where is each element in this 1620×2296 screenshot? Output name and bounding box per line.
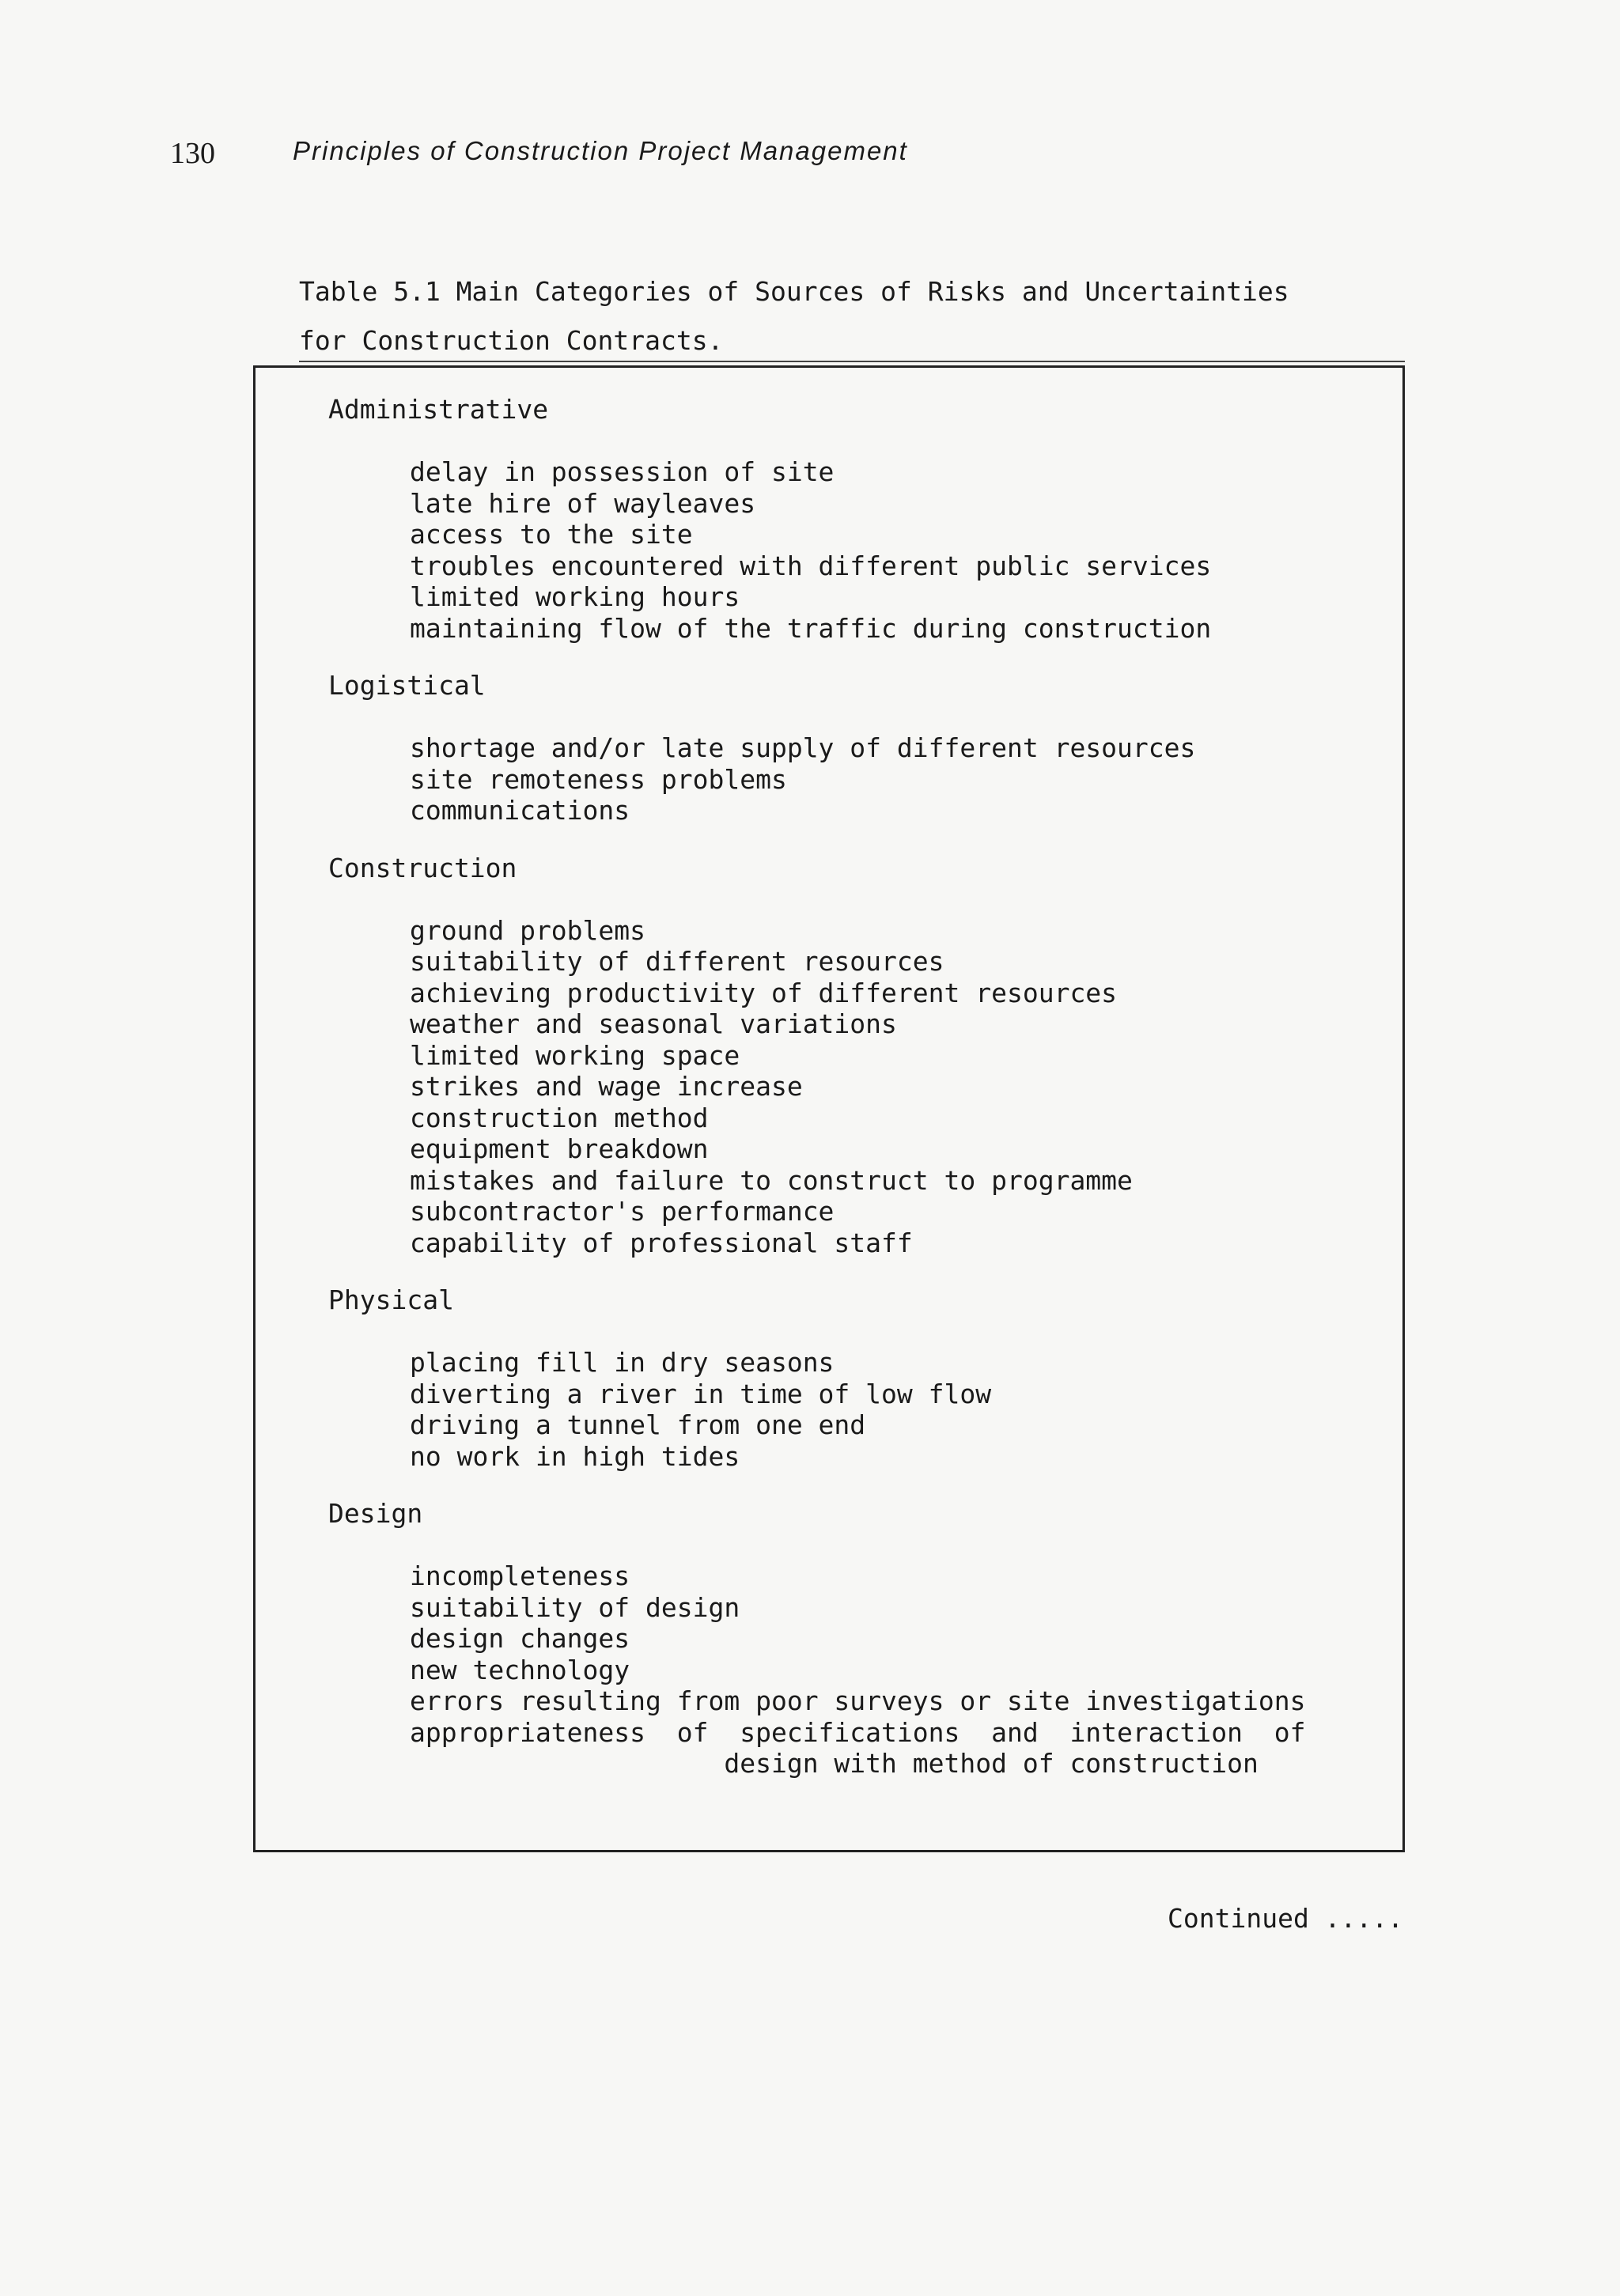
list-item: diverting a river in time of low flow [410, 1378, 992, 1409]
section-physical [328, 1284, 1305, 1472]
caption-line-2: for Construction Contracts. [299, 325, 724, 356]
section-items [410, 915, 1305, 1259]
list-item: suitability of different resources [410, 946, 944, 977]
caption-rule [299, 361, 1405, 362]
section-design [328, 1498, 1305, 1780]
section-items [410, 456, 1305, 644]
list-item: access to the site [410, 519, 693, 550]
section-heading: Administrative [328, 394, 549, 425]
list-item: late hire of wayleaves [410, 487, 756, 519]
list-item: suitability of design [410, 1591, 740, 1623]
list-item: shortage and/or late supply of different resources [410, 732, 1196, 763]
list-item: delay in possession of site [410, 456, 835, 487]
page-number: 130 [170, 137, 215, 170]
list-item: errors resulting from poor surveys or site investigations [410, 1685, 1306, 1716]
section-heading: Physical [328, 1284, 454, 1315]
section-heading: Construction [328, 852, 517, 883]
list-item: limited working hours [410, 581, 740, 612]
list-item: capability of professional staff [410, 1227, 913, 1258]
list-item: appropriateness of specifications and interaction of [410, 1716, 1306, 1748]
list-item: subcontractor's performance [410, 1196, 835, 1227]
list-item: maintaining flow of the traffic during construction [410, 612, 1212, 644]
list-item: achieving productivity of different resources [410, 977, 1118, 1008]
caption-line-1: Table 5.1 Main Categories of Sources of Risks and Uncertainties [299, 276, 1289, 307]
continued-note: Continued ..... [1168, 1903, 1404, 1934]
list-item: placing fill in dry seasons [410, 1347, 835, 1378]
list-item: ground problems [410, 914, 646, 946]
list-item: construction method [410, 1102, 709, 1133]
list-item: mistakes and failure to construct to programme [410, 1164, 1133, 1196]
list-item: driving a tunnel from one end [410, 1409, 866, 1440]
running-title: Principles of Construction Project Management [293, 136, 908, 165]
list-item: equipment breakdown [410, 1133, 709, 1164]
list-item: communications [410, 795, 630, 826]
table-content [328, 394, 1305, 1806]
list-item: design changes [410, 1623, 630, 1654]
section-items [410, 1560, 1305, 1780]
section-construction [328, 853, 1305, 1259]
section-heading: Design [328, 1498, 423, 1529]
list-item: design with method of construction [410, 1748, 1259, 1779]
table-caption [299, 267, 1289, 365]
page-header [170, 136, 908, 171]
section-logistical [328, 670, 1305, 826]
section-items [410, 1347, 1305, 1472]
list-item: incompleteness [410, 1560, 630, 1591]
section-items [410, 732, 1305, 826]
list-item: site remoteness problems [410, 763, 787, 795]
list-item: new technology [410, 1654, 630, 1685]
list-item: limited working space [410, 1039, 740, 1071]
list-item: strikes and wage increase [410, 1071, 803, 1102]
list-item: troubles encountered with different public services [410, 550, 1212, 581]
list-item: no work in high tides [410, 1440, 740, 1472]
section-administrative [328, 394, 1305, 644]
section-heading: Logistical [328, 670, 486, 701]
list-item: weather and seasonal variations [410, 1008, 897, 1039]
